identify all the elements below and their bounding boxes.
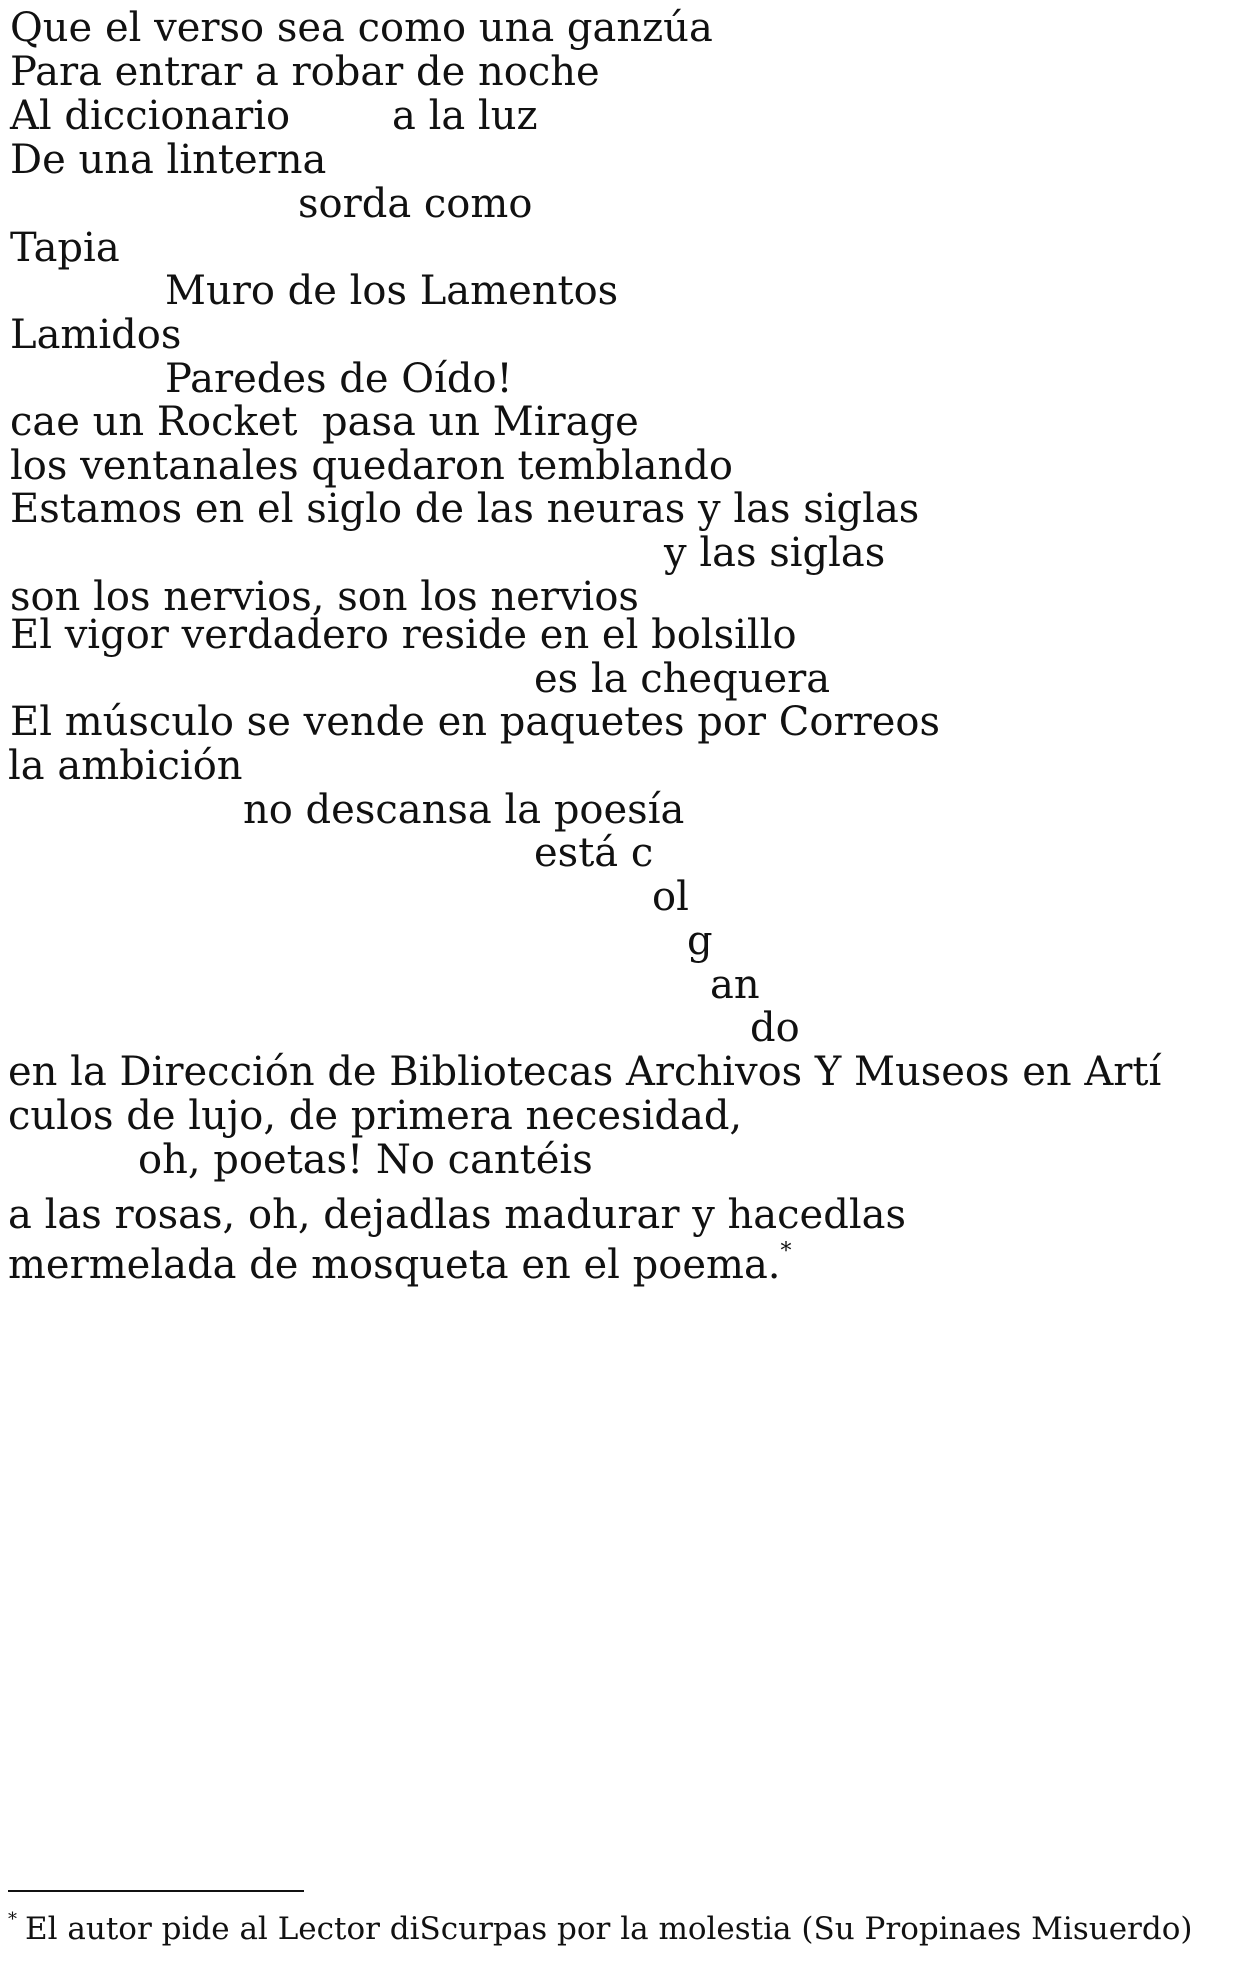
poem-line: culos de lujo, de primera necesidad,: [8, 1093, 743, 1139]
footnote-reference: *: [780, 1239, 792, 1264]
poem-line: y las siglas: [664, 530, 886, 576]
poem-line: está c: [534, 830, 654, 876]
poem-line: Estamos en el siglo de las neuras y las siglas: [10, 486, 920, 532]
poem-line: g: [687, 918, 713, 964]
poem-line: Tapia: [10, 225, 120, 271]
poem-last-line: [8, 1239, 792, 1288]
poem-line: an: [710, 962, 760, 1008]
footnote: [8, 1909, 1193, 1947]
poem-line: a las rosas, oh, dejadlas madurar y hacedlas: [8, 1192, 906, 1238]
poem-line: De una linterna: [10, 137, 327, 183]
poem-line: oh, poetas! No cantéis: [138, 1137, 593, 1183]
footnote-text: El autor pide al Lector diScurpas por la molestia (Su Propinaes Misuerdo): [25, 1911, 1193, 1947]
poem-line: Paredes de Oído!: [165, 356, 513, 402]
poem-line: en la Dirección de Bibliotecas Archivos Y Museos en Artí: [8, 1049, 1162, 1095]
footnote-marker: *: [8, 1909, 17, 1930]
footnote-divider: [8, 1890, 304, 1892]
poem-line: son los nervios, son los nervios: [10, 574, 639, 620]
poem-line: pasa un Mirage: [322, 399, 639, 445]
poem-line: ol: [652, 874, 689, 920]
poem-line: El músculo se vende en paquetes por Correos: [10, 699, 940, 745]
poem-line: la ambición: [8, 743, 243, 789]
poem-line: Muro de los Lamentos: [165, 268, 619, 314]
poem-line: es la chequera: [534, 656, 831, 702]
poem-line: do: [750, 1005, 800, 1051]
poem-line: sorda como: [298, 181, 533, 227]
poem-line: a la luz: [392, 93, 538, 139]
poem-line: cae un Rocket: [10, 399, 298, 445]
poem-line: no descansa la poesía: [243, 787, 685, 833]
poem-line: mermelada de mosqueta en el poema.: [8, 1242, 781, 1288]
poem-line: Al diccionario: [10, 93, 291, 139]
poem-line: Que el verso sea como una ganzúa: [10, 5, 713, 51]
poem-line: los ventanales quedaron temblando: [10, 443, 733, 489]
poem-line: El vigor verdadero reside en el bolsillo: [10, 612, 797, 658]
poem-line: Lamidos: [10, 312, 182, 358]
poem-line: Para entrar a robar de noche: [10, 49, 600, 95]
